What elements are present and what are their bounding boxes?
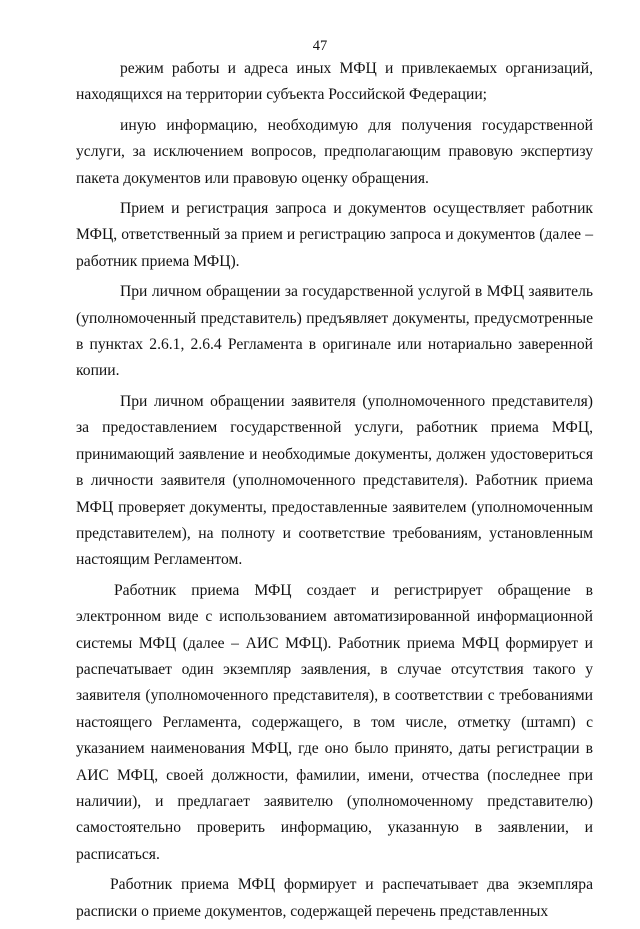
paragraph-mfc-addresses: режим работы и адреса иных МФЦ и привлекаемых организаций, находящихся на территории субъекта Российской Федерации; bbox=[76, 60, 593, 104]
paragraph-identity-verification: При личном обращении заявителя (уполномоченного представителя) за предоставлением государственной услуги, работник приема МФЦ, принимающий заявление и необходимые документы, должен удостовериться в личности заявителя (уполномоченного представителя). Работник приема МФЦ проверяет документы, предоставленные заявителем (уполномоченным представителем), на полноту и соответствие требованиям, установленным настоящим Регламентом. bbox=[76, 392, 593, 569]
paragraph-receipt-printing: Работник приема МФЦ формирует и распечатывает два экземпляра расписки о приеме документов, содержащей перечень представленных bbox=[76, 876, 593, 920]
paragraph-electronic-registration: Работник приема МФЦ создает и регистрирует обращение в электронном виде с использованием автоматизированной информационной системы МФЦ (далее – АИС МФЦ). Работник приема МФЦ формирует и распечатывает один экземпляр заявления, в случае отсутствия такого у заявителя (уполномоченного представителя), в соответствии с требованиями настоящего Регламента, содержащего, в том числе, отметку (штамп) с указанием наименования МФЦ, где оно было принято, даты регистрации в АИС МФЦ, своей должности, фамилии, имени, отчества (последнее при наличии), и предлагает заявителю (уполномоченному представителю) самостоятельно проверить информацию, указанную в заявлении, и расписаться. bbox=[76, 581, 593, 863]
paragraph-personal-appeal-documents: При личном обращении за государственной услугой в МФЦ заявитель (уполномоченный представитель) предъявляет документы, предусмотренные в пунктах 2.6.1, 2.6.4 Регламента в оригинале или нотариально заверенной копии. bbox=[76, 283, 593, 380]
document-body bbox=[76, 56, 593, 929]
paragraph-reception-registration: Прием и регистрация запроса и документов осуществляет работник МФЦ, ответственный за прием и регистрацию запроса и документов (далее – работник приема МФЦ). bbox=[76, 200, 593, 270]
paragraph-other-info: иную информацию, необходимую для получения государственной услуги, за исключением вопросов, предполагающим правовую экспертизу пакета документов или правовую оценку обращения. bbox=[76, 116, 593, 187]
page-number: 47 bbox=[312, 38, 328, 54]
